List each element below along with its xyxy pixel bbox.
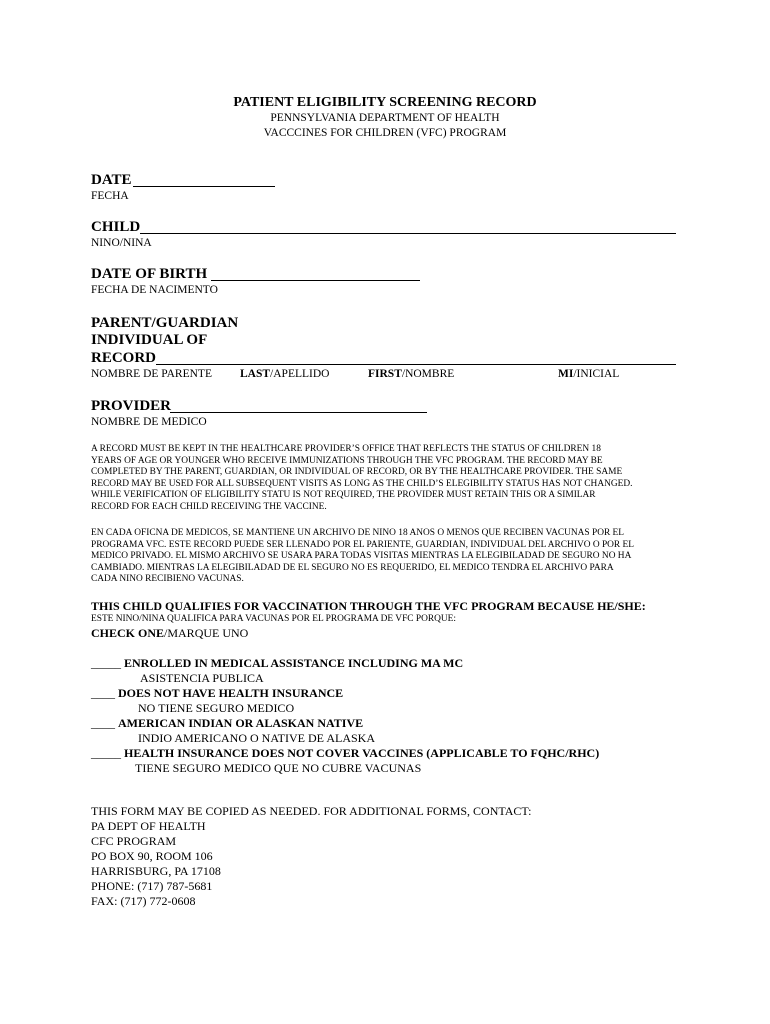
option-sublabel: NO TIENE SEGURO MEDICO <box>138 701 295 715</box>
dob-field[interactable] <box>211 280 420 281</box>
spanish-line: MEDICO PRIVADO. EL MISMO ARCHIVO SE USARA PARA TODAS VISITAS MIENTRAS LA ELEGIBILADAD DE SEGURO NO HA <box>91 551 632 561</box>
checkbox-blank[interactable]: ____ <box>91 686 115 700</box>
option-native[interactable]: ____ AMERICAN INDIAN OR ALASKAN NATIVE <box>91 716 364 730</box>
spanish-line: PROGRAMA VFC. ESTE RECORD PUEDE SER LLENADO POR EL PARIENTE, GUARDIAN, INDIVIDUAL DEL ARCHIVO O POR EL <box>91 539 634 550</box>
parent-field[interactable] <box>156 364 676 365</box>
parent-sublabel: NOMBRE DE PARENTE <box>91 368 212 380</box>
qualify-heading-spanish: ESTE NINO/NINA QUALIFICA PARA VACUNAS POR EL PROGRAMA DE VFC PORQUE: <box>91 614 456 624</box>
child-sublabel: NINO/NINA <box>91 237 152 249</box>
program-name: VACCCINES FOR CHILDREN (VFC) PROGRAM <box>263 127 507 139</box>
department-name: PENNSYLVANIA DEPARTMENT OF HEALTH <box>270 112 500 124</box>
spanish-line: CAMBIADO. MIENTRAS LA ELEGIBILADAD DE EL SEGURO NO ES REQUERIDO, EL MEDICO TENDRA EL ARCHIVO PARA <box>91 562 614 573</box>
check-one-instruction: CHECK ONE/MARQUE UNO <box>91 626 249 640</box>
middle-initial-caption: MI/INICIAL <box>558 368 620 380</box>
option-sublabel: TIENE SEGURO MEDICO QUE NO CUBRE VACUNAS <box>135 761 422 775</box>
provider-sublabel: NOMBRE DE MEDICO <box>91 416 207 428</box>
option-sublabel: ASISTENCIA PUBLICA <box>140 671 264 685</box>
date-field[interactable] <box>133 186 275 187</box>
contact-org: PA DEPT OF HEALTH <box>91 819 206 833</box>
spanish-instructions <box>91 528 691 586</box>
first-name-caption: FIRST/NOMBRE <box>368 368 455 380</box>
option-no-vaccine-coverage[interactable]: _____ HEALTH INSURANCE DOES NOT COVER VACCINES (APPLICABLE TO FQHC/RHC) <box>91 746 600 760</box>
parent-label-line3: RECORD <box>91 350 157 366</box>
dob-label: DATE OF BIRTH <box>91 266 208 282</box>
english-line: RECORD MAY BE USED FOR ALL SUBSEQUENT VISITS AS LONG AS THE CHILD’S ELEGIBILITY STATUS HAS NOT CHANGED. <box>91 478 633 489</box>
parent-label-line2: INDIVIDUAL OF <box>91 332 208 348</box>
date-sublabel: FECHA <box>91 190 129 202</box>
english-line: WHILE VERIFICATION OF ELIGIBILITY STATU IS NOT REQUIRED, THE PROVIDER MUST RETAIN THIS OR A SIMILAR <box>91 490 596 500</box>
english-instructions <box>91 444 691 513</box>
english-line: A RECORD MUST BE KEPT IN THE HEALTHCARE PROVIDER’S OFFICE THAT REFLECTS THE STATUS OF CHILDREN 18 <box>91 444 601 454</box>
qualify-heading: THIS CHILD QUALIFIES FOR VACCINATION THROUGH THE VFC PROGRAM BECAUSE HE/SHE: <box>91 599 646 613</box>
child-field[interactable] <box>140 233 676 234</box>
contact-intro: THIS FORM MAY BE COPIED AS NEEDED. FOR ADDITIONAL FORMS, CONTACT: <box>91 804 532 818</box>
english-line: YEARS OF AGE OR YOUNGER WHO RECEIVE IMMUNIZATIONS THROUGH THE VFC PROGRAM. THE RECORD MAY BE <box>91 455 603 466</box>
child-label: CHILD <box>91 219 141 235</box>
last-name-caption: LAST/APELLIDO <box>240 368 330 380</box>
contact-fax: FAX: (717) 772-0608 <box>91 894 196 908</box>
checkbox-blank[interactable]: _____ <box>91 656 121 670</box>
contact-program: CFC PROGRAM <box>91 834 177 848</box>
dob-sublabel: FECHA DE NACIMENTO <box>91 284 218 296</box>
english-line: RECORD FOR EACH CHILD RECEIVING THE VACCINE. <box>91 501 327 512</box>
contact-address-line2: HARRISBURG, PA 17108 <box>91 864 221 878</box>
checkbox-blank[interactable]: _____ <box>91 746 121 760</box>
parent-label-line1: PARENT/GUARDIAN <box>91 315 239 331</box>
spanish-line: CADA NINO RECIBIENO VACUNAS. <box>91 574 244 584</box>
option-no-insurance[interactable]: ____ DOES NOT HAVE HEALTH INSURANCE <box>91 686 344 700</box>
contact-address-line1: PO BOX 90, ROOM 106 <box>91 849 213 863</box>
form-title: PATIENT ELIGIBILITY SCREENING RECORD <box>233 95 537 110</box>
provider-label: PROVIDER <box>91 398 172 414</box>
option-medical-assistance[interactable]: _____ ENROLLED IN MEDICAL ASSISTANCE INCLUDING MA MC <box>91 656 464 670</box>
provider-field[interactable] <box>170 412 427 413</box>
contact-phone: PHONE: (717) 787-5681 <box>91 879 213 893</box>
english-line: COMPLETED BY THE PARENT, GUARDIAN, OR INDIVIDUAL OF RECORD, OR BY THE HEALTHCARE PROVIDER. THE SAME <box>91 467 623 477</box>
checkbox-blank[interactable]: ____ <box>91 716 115 730</box>
spanish-line: EN CADA OFICNA DE MEDICOS, SE MANTIENE UN ARCHIVO DE NINO 18 ANOS O MENOS QUE RECIBEN VACUNAS POR EL <box>91 528 625 538</box>
option-sublabel: INDIO AMERICANO O NATIVE DE ALASKA <box>138 731 375 745</box>
date-label: DATE <box>91 172 132 188</box>
